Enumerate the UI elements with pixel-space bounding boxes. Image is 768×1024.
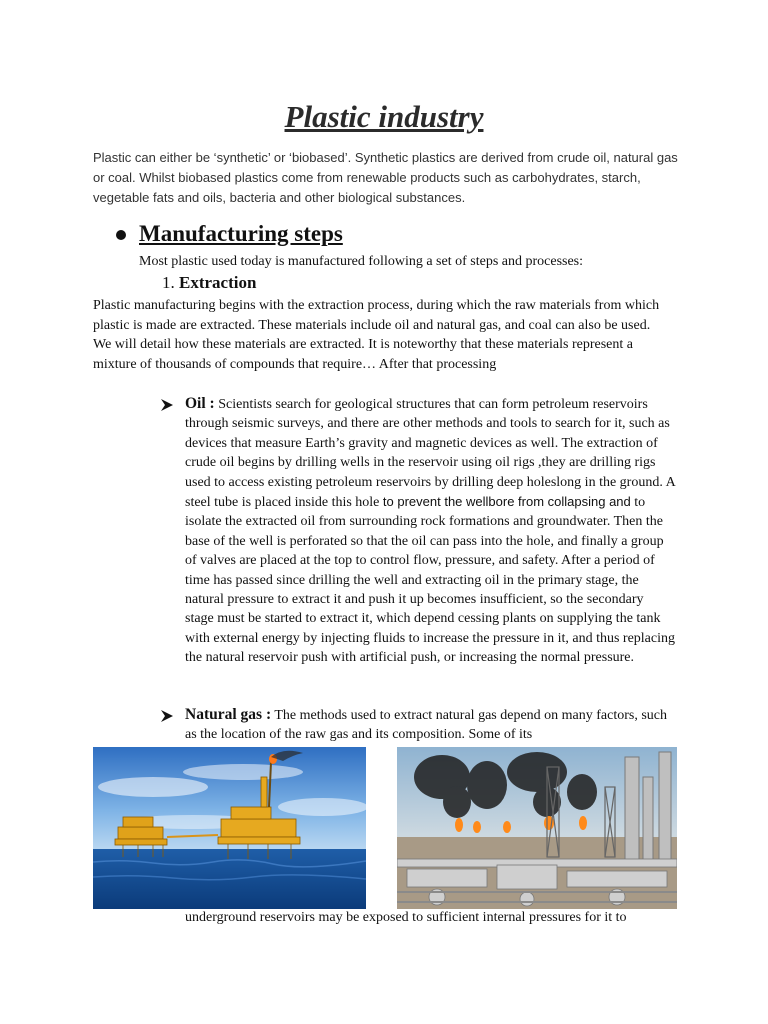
oil-text-part2: to prevent the wellbore from collapsing and [382,494,631,510]
intro-paragraph: Plastic can either be ‘synthetic’ or ‘biobased’. Synthetic plastics are derived from crude oil, natural gas or coal. Whilst biobased plastics come from renewable products such as carbohydrates, starch, vegetable fats and oils, bacteria and other biological substances. [93,150,678,205]
oil-label: Oil : [185,395,215,412]
natural-gas-text: The methods used to extract natural gas depend on many factors, such as the location of the raw gas and its composition. Some of its [185,708,668,743]
gas-processing-plant-photo [397,747,677,909]
page-title: Plastic industry [284,99,484,134]
step-number: 1. [162,273,175,292]
section-intro: Most plastic used today is manufactured following a set of steps and processes: [139,254,584,269]
section-heading: Manufacturing steps [139,221,343,246]
extraction-paragraph: Plastic manufacturing begins with the extraction process, during which the raw materials from which plastic is made are extracted. These materials include oil and natural gas, and coal can also be used. We will detail how these materials are extracted. It is noteworthy that these materials represent a mixture of thousands of compounds that require… After that processing [93,298,660,372]
step-heading [162,272,256,294]
oil-text-part3: to isolate the extracted oil from surrounding rock formations and groundwater. Then the base of the well is perforated so that the oil can pass into the hole, and finally a group of valves are placed at the top to control flow, pressure, and safety. After a period of time has passed since drilling the well and extracting oil in the primary stage, the natural pressure to extract it and push it up becomes insufficient, so the secondary stage must be started to extract it, which depend cessing plants on supplying the tank with external energy by injecting fluids to increase the pressure in it, and thus replacing the natural reservoir push with artificial push, or increasing the normal pressure. [185,495,675,666]
offshore-oil-platform-photo [93,747,366,909]
step-title: Extraction [179,273,257,292]
arrowhead-bullet-icon [160,709,174,723]
bullet-icon [116,230,126,240]
natural-gas-label: Natural gas : [185,706,272,723]
natural-gas-bullet [185,705,675,745]
continuation-text: underground reservoirs may be exposed to sufficient internal pressures for it to [185,910,627,925]
oil-text-part1: Scientists search for geological structures that can form petroleum reservoirs through seismic surveys, and there are other methods and tools to search for it, such as devices that measure Earth’s gravity and magnetic devices as well. The extraction of crude oil begins by drilling wells in the reservoir using oil rigs ,they are drilling rigs used to access existing petroleum reservoirs by drilling deep holeslong in the ground. A steel tube is placed inside this hole [185,397,675,511]
arrowhead-bullet-icon [160,398,174,412]
oil-bullet [185,394,675,668]
